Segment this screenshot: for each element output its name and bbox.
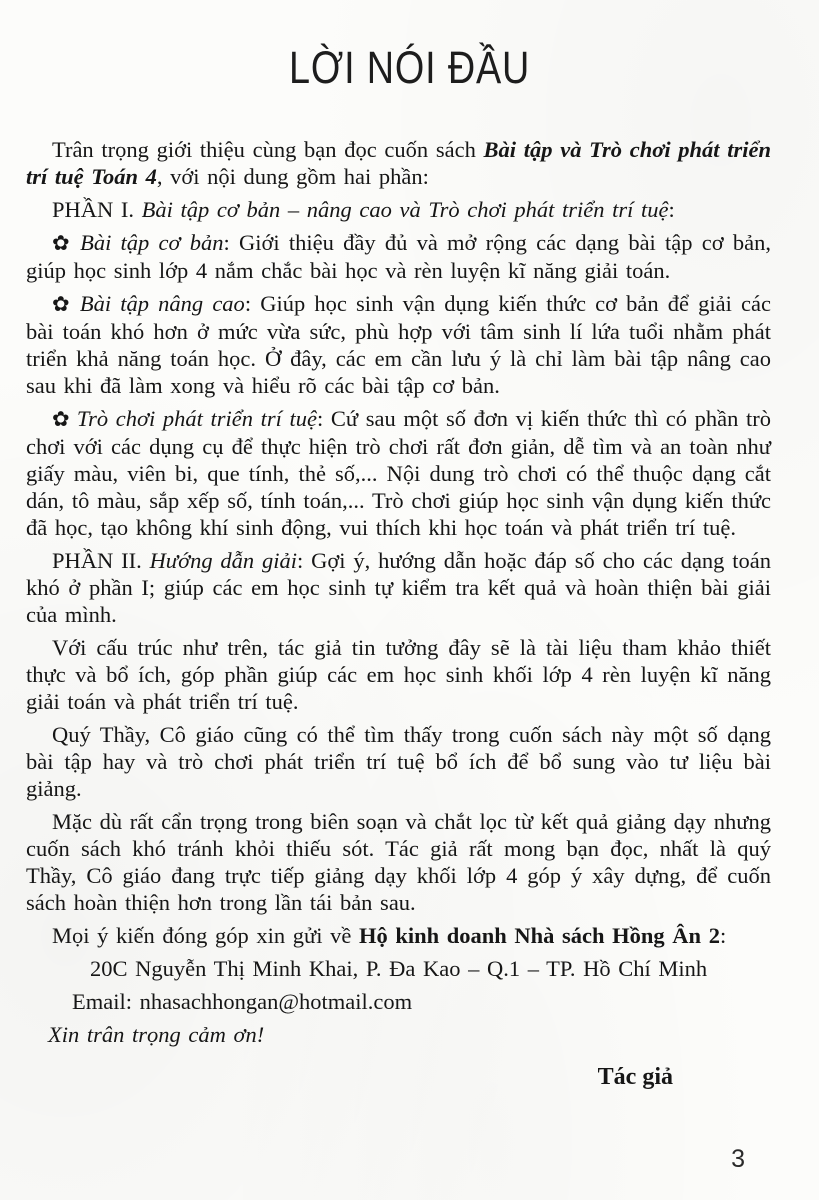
text-segment: Email: nhasachhongan@hotmail.com (72, 989, 413, 1014)
text-segment: Mọi ý kiến đóng góp xin gửi về (52, 923, 359, 948)
paragraph-email (26, 982, 771, 1015)
text-segment: Với cấu trúc như trên, tác giả tin tưởng đây sẽ là tài liệu tham khảo thiết thực và bổ ích, góp phần giúp các em học sinh khối lớp 4 rèn luyện kĩ năng giải toán và phát triển trí tuệ. (26, 635, 771, 714)
text-segment: Hướng dẫn giải (149, 548, 298, 573)
author-signoff: Tác giả (597, 1064, 673, 1090)
text-segment: Bài tập cơ bản (80, 230, 224, 255)
paragraph-advanced-exercises (26, 284, 771, 399)
paragraph-basic-exercises (26, 223, 771, 284)
text-segment: Trân trọng giới thiệu cùng bạn đọc cuốn sách (52, 137, 484, 162)
text-segment: Quý Thầy, Cô giáo cũng có thể tìm thấy trong cuốn sách này một số dạng bài tập hay và trò chơi phát triển trí tuệ bổ ích để bổ sung vào tư liệu bài giảng. (26, 722, 771, 801)
text-segment: Bài tập nâng cao (79, 291, 245, 316)
paragraph-structure (26, 628, 771, 715)
flower-bullet-icon: ✿ (52, 407, 77, 431)
paragraph-intro (26, 130, 771, 190)
paragraph-thanks (26, 1015, 771, 1048)
text-segment: Bài tập cơ bản – nâng cao và Trò chơi phát triển trí tuệ (141, 197, 669, 222)
text-segment: Trò chơi phát triển trí tuệ (76, 406, 318, 431)
paragraph-apology (26, 802, 771, 916)
page-title (0, 0, 819, 94)
text-segment: PHẦN II. (52, 548, 150, 573)
text-segment: , với nội dung gồm hai phần: (156, 164, 429, 189)
text-segment: : Giúp học sinh vận dụng kiến thức cơ bản để giải các bài toán khó hơn ở mức vừa sức, phù hợp với tâm sinh lí lứa tuổi nhằm phát triển khả năng toán học. Ở đây, các em cần lưu ý là chỉ làm bài tập nâng cao sau khi đã làm xong và hiểu rõ các bài tập cơ bản. (26, 291, 771, 398)
page-number: 3 (731, 1145, 745, 1173)
text-segment: Xin trân trọng cảm ơn! (48, 1022, 265, 1047)
flower-bullet-icon: ✿ (52, 292, 80, 316)
text-segment: : (719, 923, 727, 948)
paragraph-part1-heading (26, 190, 771, 223)
paragraph-feedback (26, 916, 771, 949)
text-segment: Bài tập và Trò chơi phát triển trí tuệ Toán 4 (26, 137, 772, 189)
text-segment: : Gợi ý, hướng dẫn hoặc đáp số cho các dạng toán khó ở phần I; giúp các em học sinh tự kiểm tra kết quả và hoàn thiện bài giải của mình. (26, 548, 772, 627)
page-title-text: LỜI NÓI ĐẦU (288, 42, 531, 93)
flower-bullet-icon: ✿ (52, 231, 81, 255)
paragraph-part2-heading (26, 541, 771, 628)
text-segment: Hộ kinh doanh Nhà sách Hồng Ân 2 (358, 923, 720, 948)
paragraph-games (26, 399, 771, 541)
text-segment: : Giới thiệu đầy đủ và mở rộng các dạng bài tập cơ bản, giúp học sinh lớp 4 nắm chắc bài học và rèn luyện kĩ năng giải toán. (26, 230, 771, 283)
text-segment: PHẦN I. (52, 197, 142, 222)
paragraph-teachers (26, 715, 771, 802)
text-segment: : Cứ sau một số đơn vị kiến thức thì có phần trò chơi với các dụng cụ để thực hiện trò chơi rất đơn giản, dễ tìm và an toàn như giấy màu, viên bi, que tính, thẻ số,... Nội dung trò chơi có thể thuộc dạng cắt dán, tô màu, sắp xếp số, tính toán,... Trò chơi giúp học sinh vận dụng kiến thức đã học, tạo không khí sinh động, vui thích khi học toán và phát triển trí tuệ. (26, 406, 772, 540)
text-segment: : (668, 197, 675, 222)
body-text (0, 94, 819, 1048)
text-segment: Mặc dù rất cẩn trọng trong biên soạn và chắt lọc từ kết quả giảng dạy nhưng cuốn sách khó tránh khỏi thiếu sót. Tác giả rất mong bạn đọc, nhất là quý Thầy, Cô giáo đang trực tiếp giảng dạy khối lớp 4 góp ý xây dựng, để cuốn sách hoàn thiện hơn trong lần tái bản sau. (26, 809, 771, 915)
text-segment: 20C Nguyễn Thị Minh Khai, P. Đa Kao – Q.1 – TP. Hồ Chí Minh (90, 956, 708, 981)
paragraph-address (26, 949, 771, 982)
